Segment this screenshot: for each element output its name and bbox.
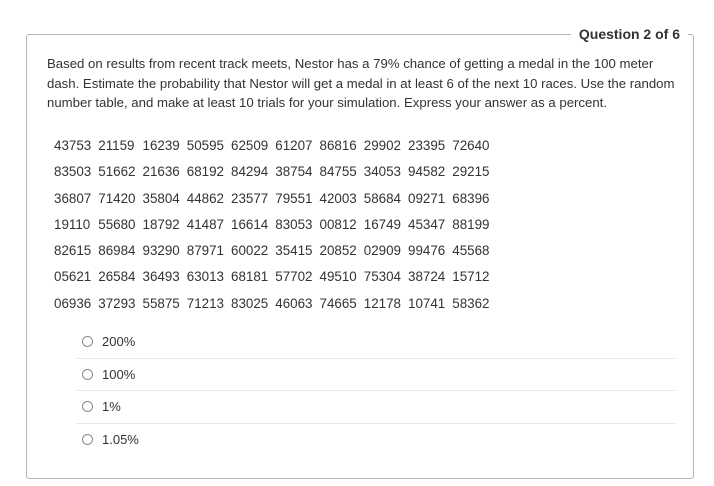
table-cell: 83053 bbox=[275, 216, 313, 232]
question-prompt: Based on results from recent track meets, Nestor has a 79% chance of getting a medal in the 100 meter dash. Estimate the probability that Nestor will get a medal in at least 6 of the next 10 races. Use the random number table, and make at least 10 trials for your simulation. Express your answer as a percent. bbox=[47, 56, 675, 110]
table-cell: 35415 bbox=[275, 243, 313, 259]
table-row bbox=[54, 291, 497, 317]
table-cell: 84294 bbox=[231, 164, 269, 180]
table-cell: 79551 bbox=[275, 190, 313, 206]
table-cell: 20852 bbox=[319, 243, 357, 259]
table-cell: 21159 bbox=[98, 138, 135, 153]
table-cell: 62509 bbox=[231, 138, 269, 153]
table-cell: 61207 bbox=[275, 138, 313, 153]
radio-button[interactable] bbox=[82, 336, 93, 347]
table-cell: 29215 bbox=[452, 164, 490, 180]
radio-button[interactable] bbox=[82, 401, 93, 412]
table-cell: 12178 bbox=[363, 295, 401, 311]
table-cell: 34053 bbox=[363, 164, 401, 180]
table-cell: 72640 bbox=[452, 138, 490, 153]
answer-label: 1% bbox=[102, 399, 121, 415]
answer-option[interactable] bbox=[76, 326, 675, 359]
answer-label: 100% bbox=[102, 366, 136, 382]
table-cell: 16239 bbox=[142, 138, 180, 153]
table-cell: 99476 bbox=[408, 243, 446, 259]
table-cell: 00812 bbox=[319, 216, 357, 232]
answer-option[interactable] bbox=[76, 359, 675, 392]
table-cell: 44862 bbox=[186, 190, 224, 206]
table-row bbox=[54, 186, 497, 212]
answer-option[interactable] bbox=[76, 391, 675, 424]
question-counter: Question 2 of 6 bbox=[571, 25, 688, 43]
table-cell: 68192 bbox=[186, 164, 224, 180]
table-cell: 57702 bbox=[275, 269, 313, 285]
table-row bbox=[54, 159, 497, 185]
table-cell: 83025 bbox=[231, 295, 269, 311]
table-cell: 60022 bbox=[231, 243, 269, 259]
table-cell: 41487 bbox=[186, 216, 224, 232]
table-cell: 84755 bbox=[319, 164, 357, 180]
table-cell: 18792 bbox=[142, 216, 180, 232]
random-number-table bbox=[54, 133, 497, 317]
table-cell: 35804 bbox=[142, 190, 180, 206]
answer-label: 200% bbox=[102, 334, 136, 350]
table-cell: 46063 bbox=[275, 295, 313, 311]
table-cell: 87971 bbox=[186, 243, 224, 259]
table-row bbox=[54, 264, 497, 290]
table-cell: 94582 bbox=[408, 164, 446, 180]
table-cell: 58362 bbox=[452, 295, 490, 311]
table-cell: 68181 bbox=[231, 269, 269, 285]
table-cell: 21636 bbox=[142, 164, 180, 180]
table-cell: 19110 bbox=[54, 216, 91, 232]
table-cell: 86816 bbox=[319, 138, 357, 153]
table-cell: 37293 bbox=[98, 295, 136, 311]
table-cell: 38724 bbox=[408, 269, 446, 285]
table-cell: 45568 bbox=[452, 243, 490, 259]
table-cell: 23577 bbox=[231, 190, 269, 206]
table-cell: 68396 bbox=[452, 190, 490, 206]
table-cell: 38754 bbox=[275, 164, 313, 180]
answer-choices bbox=[76, 326, 675, 456]
table-cell: 06936 bbox=[54, 295, 92, 311]
table-cell: 88199 bbox=[452, 216, 490, 232]
table-cell: 58684 bbox=[363, 190, 401, 206]
table-cell: 29902 bbox=[363, 138, 401, 153]
table-cell: 63013 bbox=[186, 269, 224, 285]
table-cell: 74665 bbox=[319, 295, 357, 311]
table-cell: 42003 bbox=[319, 190, 357, 206]
table-cell: 71420 bbox=[98, 190, 136, 206]
table-cell: 49510 bbox=[319, 269, 357, 285]
table-cell: 09271 bbox=[408, 190, 446, 206]
table-cell: 10741 bbox=[408, 295, 446, 311]
radio-button[interactable] bbox=[82, 369, 93, 380]
table-cell: 71213 bbox=[186, 295, 224, 311]
answer-label: 1.05% bbox=[102, 432, 139, 448]
table-cell: 36493 bbox=[142, 269, 180, 285]
table-cell: 05621 bbox=[54, 269, 92, 285]
radio-button[interactable] bbox=[82, 434, 93, 445]
table-cell: 15712 bbox=[452, 269, 490, 285]
table-row bbox=[54, 238, 497, 264]
table-cell: 50595 bbox=[186, 138, 224, 153]
answer-option[interactable] bbox=[76, 424, 675, 457]
table-cell: 86984 bbox=[98, 243, 136, 259]
table-cell: 75304 bbox=[363, 269, 401, 285]
table-cell: 26584 bbox=[98, 269, 136, 285]
table-row bbox=[54, 212, 497, 238]
table-cell: 55680 bbox=[98, 216, 136, 232]
table-cell: 16749 bbox=[363, 216, 401, 232]
table-cell: 23395 bbox=[408, 138, 446, 153]
table-row bbox=[54, 133, 497, 159]
table-cell: 43753 bbox=[54, 138, 92, 153]
table-cell: 55875 bbox=[142, 295, 180, 311]
table-cell: 82615 bbox=[54, 243, 92, 259]
table-cell: 83503 bbox=[54, 164, 92, 180]
table-cell: 93290 bbox=[142, 243, 180, 259]
table-cell: 16614 bbox=[231, 216, 269, 232]
table-cell: 51662 bbox=[98, 164, 136, 180]
table-cell: 45347 bbox=[408, 216, 446, 232]
table-cell: 02909 bbox=[363, 243, 401, 259]
table-cell: 36807 bbox=[54, 190, 92, 206]
